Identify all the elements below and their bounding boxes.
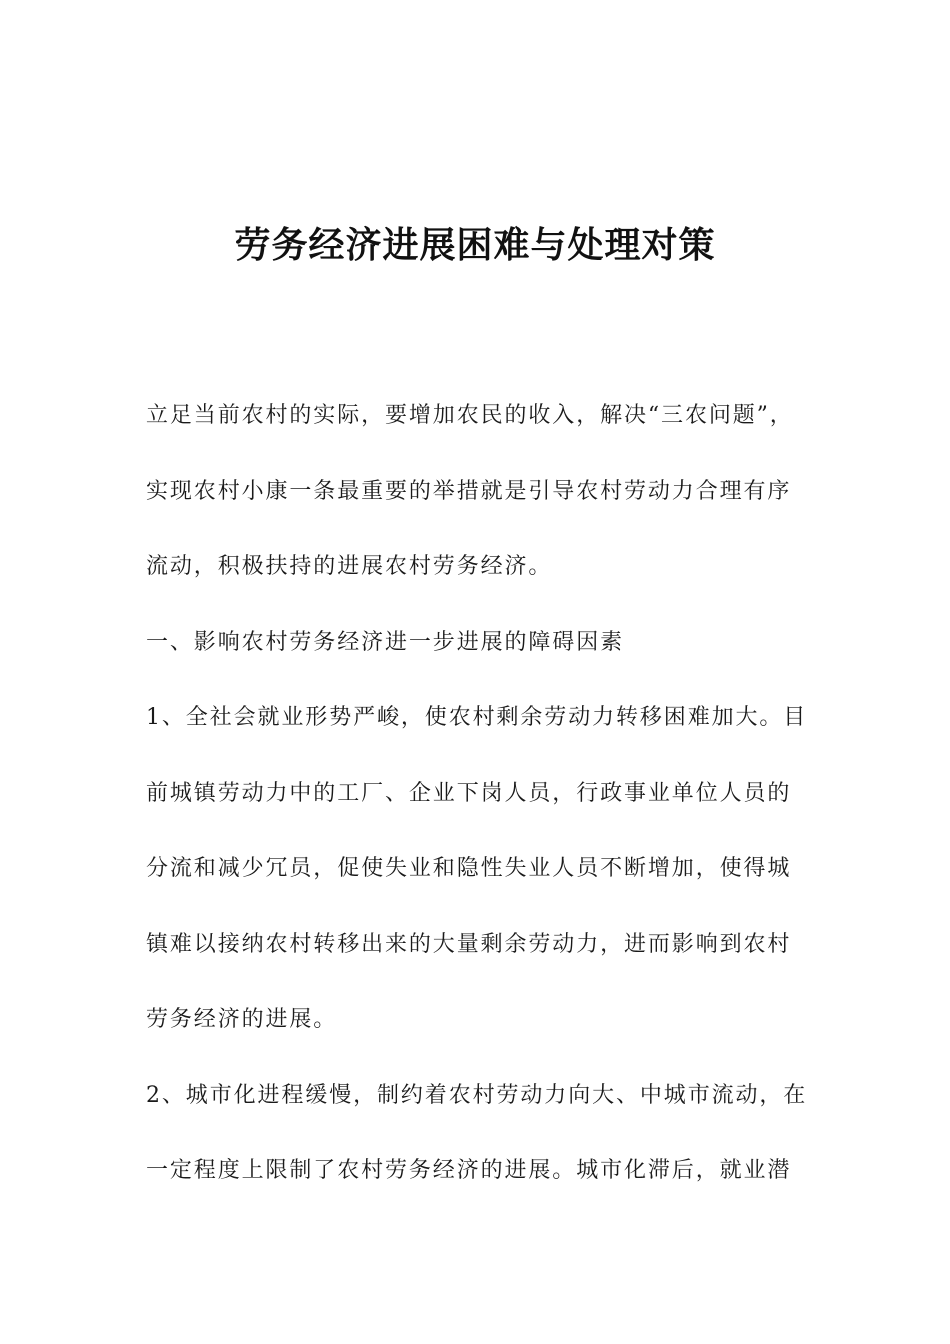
body-line: 立足当前农村的实际，要增加农民的收入，解决“三农问题”， [146,403,794,428]
body-line: 2、城市化进程缓慢，制约着农村劳动力向大、中城市流动，在 [146,1082,808,1108]
body-line: 镇难以接纳农村转移出来的大量剩余劳动力，进而影响到农村 [146,931,792,957]
body-line: 实现农村小康一条最重要的举措就是引导农村劳动力合理有序 [146,478,792,504]
body-line: 一定程度上限制了农村劳务经济的进展。城市化滞后，就业潜 [146,1158,792,1183]
document-body [146,378,826,1209]
body-line: 流动，积极扶持的进展农村劳务经济。 [146,554,553,579]
body-line: 分流和减少冗员，促使失业和隐性失业人员不断增加，使得城 [146,856,792,881]
body-line: 劳务经济的进展。 [146,1007,338,1032]
section-heading: 一、影响农村劳务经济进一步进展的障碍因素 [146,629,625,655]
body-line: 1、全社会就业形势严峻，使农村剩余劳动力转移困难加大。目 [146,705,808,730]
body-line: 前城镇劳动力中的工厂、企业下岗人员，行政事业单位人员的 [146,780,792,806]
document-title: 劳务经济进展困难与处理对策 [234,225,716,266]
